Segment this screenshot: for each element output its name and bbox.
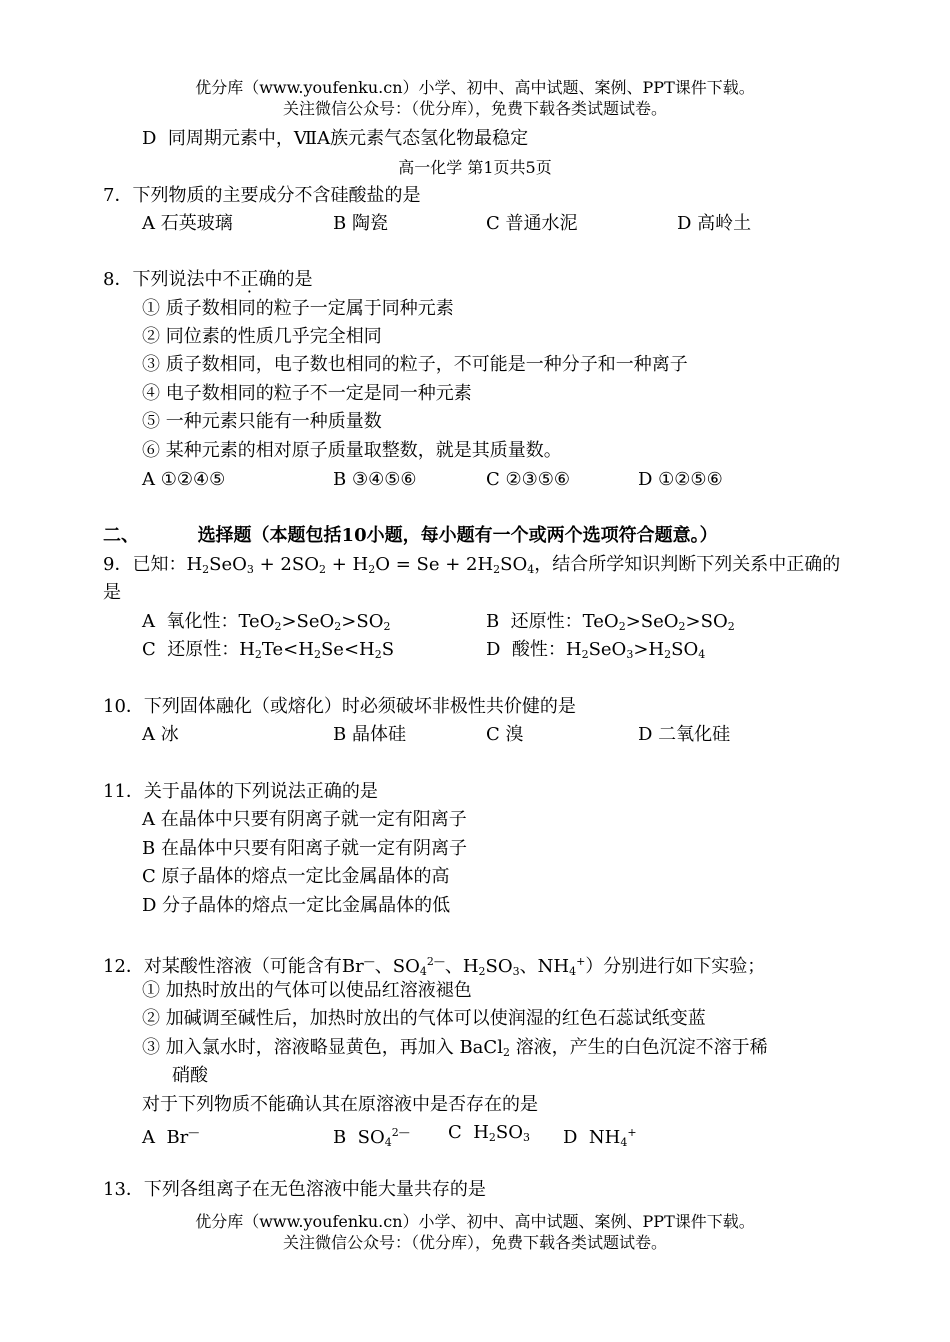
q12-ask: 对于下列物质不能确认其在原溶液中是否存在的是 [142,1094,538,1115]
q8-item-1: ① 质子数相同的粒子一定属于同种元素 [142,298,454,319]
q7-stem: 7．下列物质的主要成分不含硅酸盐的是 [103,185,421,206]
q10-stem: 10．下列固体融化（或熔化）时必须破坏非极性共价健的是 [103,696,576,717]
q10-option-b: B 晶体硅 [333,724,406,745]
site-header-line2: 关注微信公众号：（优分库），免费下载各类试题试卷。 [282,99,667,118]
q12-item-3: ③ 加入氯水时，溶液略显黄色，再加入 BaCl$_2$ 溶液，产生的白色沉淀不溶于稀 [142,1037,768,1059]
q9-prefix: 9．已知： [103,554,187,575]
section-2-heading [103,524,718,548]
site-footer-line2: 关注微信公众号：（优分库），免费下载各类试题试卷。 [282,1233,667,1252]
q9-stem-cont: 是 [103,582,121,603]
q8-option-a: A ①②④⑤ [142,469,226,490]
q8-option-d: D ①②⑤⑥ [638,469,723,490]
q8-item-2: ② 同位素的性质几乎完全相同 [142,326,382,347]
q9-option-c: C 还原性：$H_2Te<H_2Se<H_2S$ [142,639,395,661]
q11-option-a: A 在晶体中只要有阴离子就一定有阳离子 [142,809,467,830]
site-header-line1: 优分库（www.youfenku.cn）小学、初中、高中试题、案例、PPT课件下载。 [195,78,755,97]
q7-option-a: A 石英玻璃 [142,213,233,234]
q12-stem: 12．对某酸性溶液（可能含有Br—、$SO_4^{2—}$、$H_2SO_3$、$NH_4^+$）分别进行如下实验； [103,955,766,978]
section-title: 选择题（本题包括10小题，每小题有一个或两个选项符合题意。） [197,525,718,546]
q9-stem [103,553,840,582]
q12-option-b: B $SO_4^{2—}$ [333,1126,410,1149]
section-number: 二、 [103,525,139,546]
site-footer-line1: 优分库（www.youfenku.cn）小学、初中、高中试题、案例、PPT课件下载。 [195,1212,755,1231]
q12-option-d: D $NH_4^+$ [563,1126,637,1149]
q12-option-a: A Br— [142,1126,200,1148]
option-label: D [142,128,157,149]
q12-item-3-part1: ③ 加入氯水时，溶液略显黄色，再加入 [142,1037,454,1058]
q8-item-3: ③ 质子数相同，电子数也相同的粒子，不可能是一种分子和一种离子 [142,354,688,375]
q12-item-1: ① 加热时放出的气体可以使品红溶液褪色 [142,980,472,1001]
q9-option-d: D 酸性：$H_2SeO_3>H_2SO_4$ [486,639,706,661]
option-text: 同周期元素中，ⅦA族元素气态氢化物最稳定 [167,128,529,149]
q8-option-c: C ②③⑤⑥ [486,469,571,490]
q11-option-b: B 在晶体中只要有阳离子就一定有阴离子 [142,838,467,859]
q9-option-a: A 氧化性：$TeO_2>SeO_2>SO_2$ [142,611,391,633]
q13-stem: 13．下列各组离子在无色溶液中能大量共存的是 [103,1179,486,1200]
q7-option-b: B 陶瓷 [333,213,388,234]
q8-item-5: ⑤ 一种元素只能有一种质量数 [142,411,382,432]
q12-option-c: C $H_2SO_3$ [448,1122,531,1144]
q12-item-3-cont: 硝酸 [172,1065,208,1086]
q8-item-6: ⑥ 某种元素的相对原子质量取整数，就是其质量数。 [142,440,562,461]
q7-option-d: D 高岭土 [677,213,752,234]
q9-equation: $H_2SeO_3 + 2SO_2 + H_2O = Se + 2H_2SO_4$ [186,554,535,576]
prev-option-d [142,127,528,151]
q8-item-4: ④ 电子数相同的粒子不一定是同一种元素 [142,383,472,404]
q9-suffix: ，结合所学知识判断下列关系中正确的 [534,554,841,575]
q8-stem-part3: 的是 [276,269,313,290]
q8-stem-part1: 8．下列说法中 [103,269,223,290]
q8-emphasis-not-correct: 不正确 [222,269,277,290]
page-number-note: 高一化学 第1页共5页 [398,158,552,177]
q11-option-d: D 分子晶体的熔点一定比金属晶体的低 [142,895,451,916]
q7-option-c: C 普通水泥 [486,213,578,234]
q10-option-d: D 二氧化硅 [638,724,731,745]
q12-item-3-part2: 溶液，产生的白色沉淀不溶于稀 [515,1037,768,1058]
q8-stem [103,268,312,292]
q10-option-c: C 溴 [486,724,524,745]
q8-option-b: B ③④⑤⑥ [333,469,417,490]
q11-option-c: C 原子晶体的熔点一定比金属晶体的高 [142,866,450,887]
q10-option-a: A 冰 [142,724,179,745]
q11-stem: 11．关于晶体的下列说法正确的是 [103,781,378,802]
q9-option-b: B 还原性：$TeO_2>SeO_2>SO_2$ [486,611,735,633]
q12-item-2: ② 加碱调至碱性后，加热时放出的气体可以使润湿的红色石蕊试纸变蓝 [142,1008,706,1029]
